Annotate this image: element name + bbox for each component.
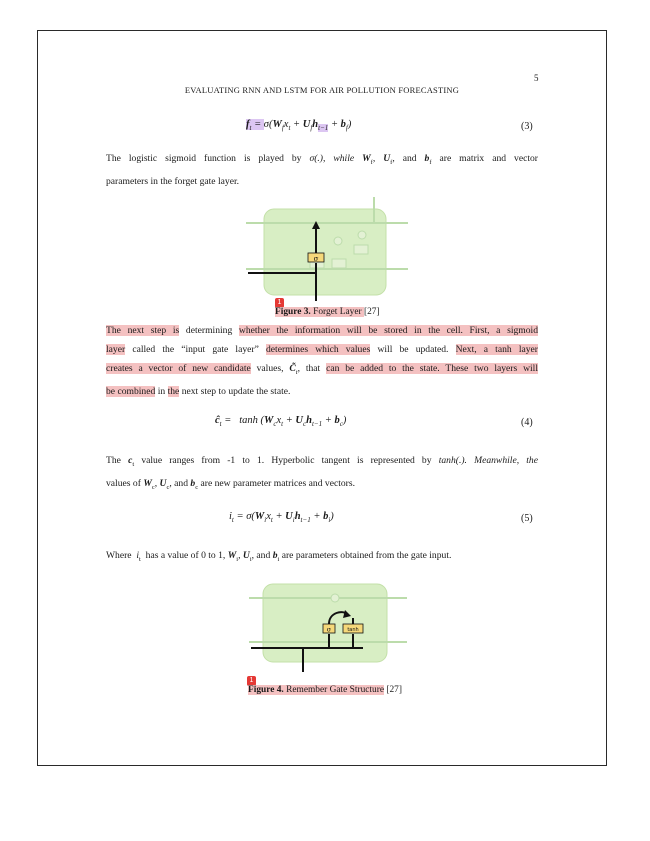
- equation-3-number: (3): [521, 121, 533, 132]
- remember-gate-diagram: [243, 576, 413, 676]
- running-title: EVALUATING RNN AND LSTM FOR AIR POLLUTION FORECASTING: [184, 85, 460, 95]
- text-run: are parameters obtained from the gate input.: [281, 550, 452, 561]
- text-run: The: [106, 455, 121, 466]
- paragraph-input-gate: The next step is determining whether the information will be stored in the cell. First, a sigmoid layer called the “input gate layer” determines which values will be updated. Next, a tanh layer creates a vector of new candidate values, $C̃_t$, that can be added to the state. These two layers will be combined in the next step to update the state.: [106, 325, 539, 397]
- text-run: parameters in the forget gate layer.: [106, 175, 240, 187]
- forget-layer-diagram: [238, 191, 418, 309]
- text-run: The logistic sigmoid function is played by: [106, 153, 302, 164]
- equation-3: $f_t = \sigma(W_fx_t + U_fh_{t-1} + b_f)$: [246, 119, 352, 133]
- text-run: in: [155, 385, 168, 397]
- sigma-gate-label: σ: [326, 625, 332, 634]
- text-run: and: [174, 477, 189, 489]
- text-run: and: [256, 550, 271, 561]
- text-run: be combined: [106, 385, 156, 397]
- text-run: whether the information will be stored in the cell. First, a sigmoid: [238, 325, 539, 336]
- equation-4: $ĉ_t = \tanh (W_cx_t + U_ch_{t-1} + b_c)$: [215, 415, 347, 429]
- caption-ref: [27]: [384, 685, 402, 695]
- text-run: values,: [250, 363, 284, 374]
- text-run: the: [167, 385, 180, 397]
- paper-page: [37, 30, 607, 766]
- caption-ref: [27]: [363, 307, 380, 317]
- caption-text: Forget Layer: [310, 307, 364, 317]
- text-run: layer: [106, 344, 126, 355]
- sigma-gate-label: σ: [313, 255, 319, 263]
- caption-label: Figure 3.: [275, 307, 311, 317]
- text-run: are matrix and vector: [439, 153, 539, 164]
- annotation-badge: 1: [247, 676, 256, 686]
- text-run: creates a vector of new candidate: [106, 363, 251, 374]
- paragraph-tanh: The $c_t$ value ranges from -1 to 1. Hyperbolic tangent is represented by tanh(.). Meanwhile, the values of $W_c$, $U_c$, and $b_c$ are new parameter matrices and vectors.: [106, 455, 538, 491]
- text-run: are new parameter matrices and vectors.: [200, 477, 355, 489]
- text-run: value ranges from -1 to 1. Hyperbolic tangent is represented by: [141, 455, 432, 466]
- text-run: next step to update the state.: [179, 385, 291, 397]
- text-run: σ(.), while: [309, 153, 355, 164]
- equation-4-number: (4): [521, 417, 533, 428]
- text-run: values of: [106, 477, 141, 489]
- figure-4-caption: [248, 685, 402, 695]
- text-run: has a value of 0 to 1,: [145, 550, 226, 561]
- paragraph-sigmoid: The logistic sigmoid function is played by σ(.), while $W_f$, $U_f$, and $b_f$ are matrix and vector parameters in the forget gate layer.: [106, 149, 538, 191]
- text-run: determining: [179, 325, 239, 336]
- paragraph-gate-input: Where $i_t$ has a value of 0 to 1, $W_i$, $U_i$, and $b_i$ are parameters obtained from the gate input.: [106, 550, 452, 563]
- equation-5: $i_t = \sigma(W_ix_t + U_ih_{t-1} + b_i)$: [229, 511, 334, 525]
- text-run: can be added to the state. These two layers will: [326, 363, 538, 374]
- annotation-badge: 1: [275, 298, 284, 308]
- text-run: , that: [297, 363, 327, 374]
- text-run: Where: [106, 550, 132, 561]
- text-run: The next step is: [106, 325, 180, 336]
- text-run: tanh(.). Meanwhile, the: [438, 455, 538, 466]
- text-run: Next, a tanh layer: [455, 344, 538, 355]
- text-run: called the “input gate layer”: [125, 344, 266, 355]
- page-number: 5: [534, 73, 539, 83]
- figure-3-caption: [275, 307, 380, 317]
- caption-text: Remember Gate Structure: [283, 685, 384, 695]
- caption-label: Figure 4.: [248, 685, 284, 695]
- text-run: will be updated.: [370, 344, 456, 355]
- text-run: and: [402, 153, 417, 164]
- equation-5-number: (5): [521, 513, 533, 524]
- tanh-gate-label: tanh: [347, 627, 359, 633]
- text-run: determines which values: [266, 344, 371, 355]
